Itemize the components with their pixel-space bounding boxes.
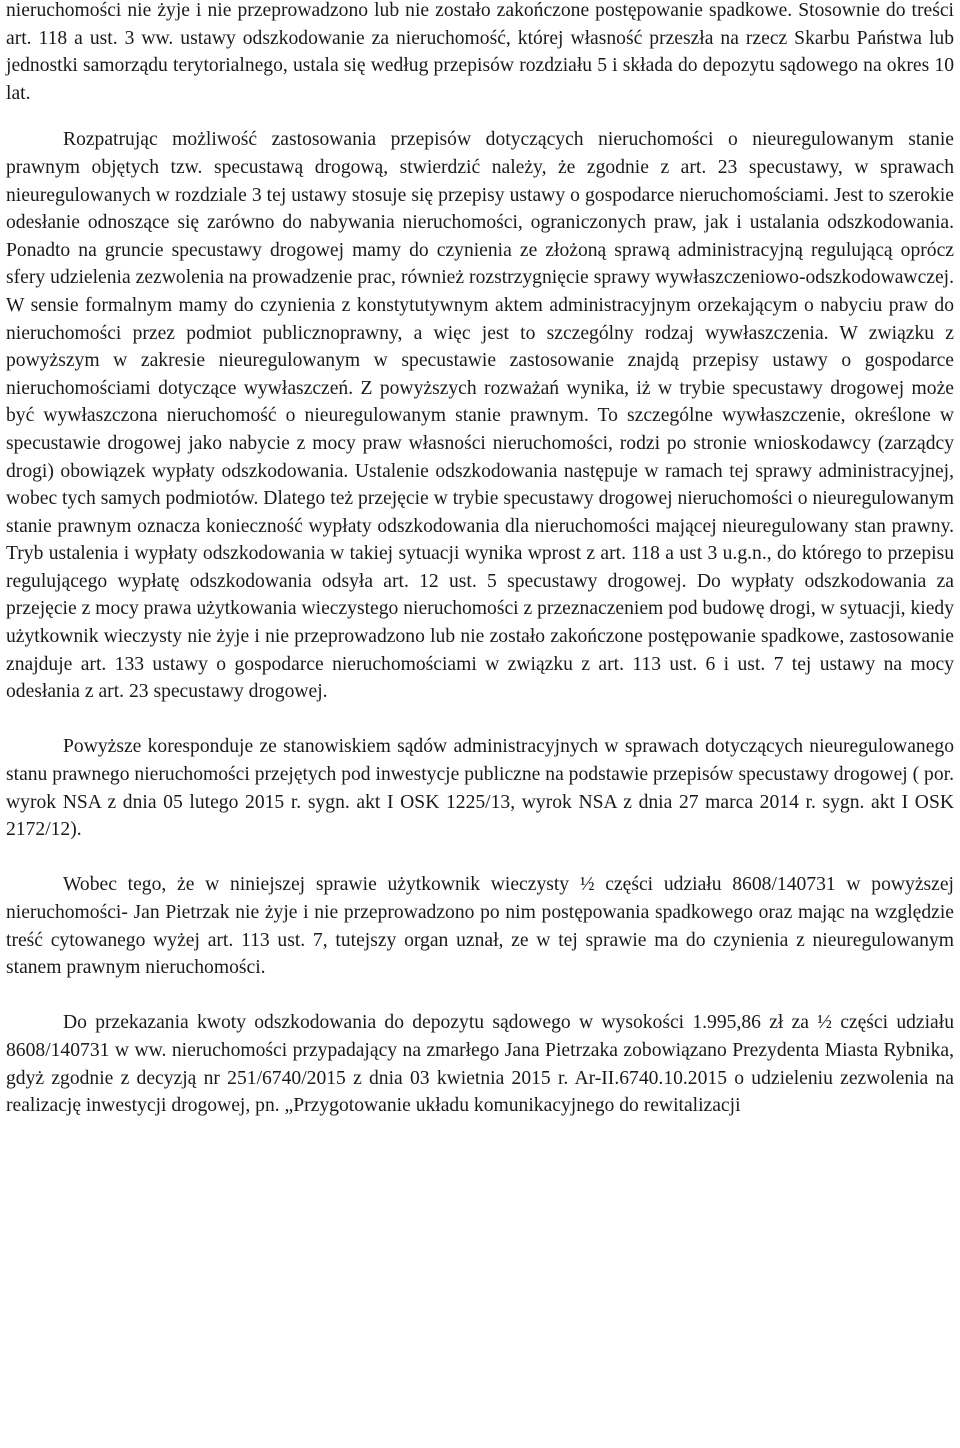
paragraph-conclusion: Wobec tego, że w niniejszej sprawie użytkownik wieczysty ½ części udziału 8608/140731 w powyższej nieruchomości- Jan Pietrzak nie żyje i nie przeprowadzono po nim postępowania spadkowego oraz mając na względzie treść cytowanego wyżej art. 113 ust. 7, tutejszy organ uznał, ze w tej sprawie ma do czynienia z nieuregulowanym stanem prawnym nieruchomości. xyxy=(6,874,954,979)
paragraph-specustawa-analysis: Rozpatrując możliwość zastosowania przepisów dotyczących nieruchomości o nieuregulowanym stanie prawnym objętych tzw. specustawą drogową, stwierdzić należy, że zgodnie z art. 23 specustawy, w sprawach nieuregulowanych w rozdziale 3 tej ustawy stosuje się przepisy ustawy o gospodarce nieruchomościami. Jest to szerokie odesłanie odnoszące się zarówno do nabywania nieruchomości, ograniczonych praw, jak i ustalania odszkodowania. Ponadto na gruncie specustawy drogowej mamy do czynienia ze złożoną sprawą administracyjną regulującą oprócz sfery udzielenia zezwolenia na prowadzenie prac, również rozstrzygnięcie sprawy wywłaszczeniowo-odszkodowawczej. W sensie formalnym mamy do czynienia z konstytutywnym aktem administracyjnym orzekającym o nabyciu praw do nieruchomości przez podmiot publicznoprawny, a więc jest to szczególny rodzaj wywłaszczenia. W związku z powyższym w zakresie nieuregulowanym w specustawie zastosowanie znajdą przepisy ustawy o gospodarce nieruchomościami dotyczące wywłaszczeń. Z powyższych rozważań wynika, iż w trybie specustawy drogowej może być wywłaszczona nieruchomość o nieuregulowanym stanie prawnym. To szczególne wywłaszczenie, określone w specustawie drogowej jako nabycie z mocy praw własności nieruchomości, rodzi po stronie wnioskodawcy (zarządcy drogi) obowiązek wypłaty odszkodowania. Ustalenie odszkodowania następuje w ramach tej sprawy administracyjnej, wobec tych samych podmiotów. Dlatego też przejęcie w trybie specustawy drogowej nieruchomości o nieuregulowanym stanie prawnym oznacza konieczność wypłaty odszkodowania dla nieruchomości mającej nieuregulowany stan prawny. Tryb ustalenia i wypłaty odszkodowania w takiej sytuacji wynika wprost z art. 118 a ust 3 u.g.n., do którego to przepisu regulującego wypłatę odszkodowania odsyła art. 12 ust. 5 specustawy drogowej. Do wypłaty odszkodowania za przejęcie z mocy prawa użytkowania wieczystego nieruchomości z przeznaczeniem pod budowę drogi, w sytuacji, kiedy użytkownik wieczysty nie żyje i nie przeprowadzono lub nie zostało zakończone postępowanie spadkowe, zastosowanie znajduje art. 133 ustawy o gospodarce nieruchomościami w związku z art. 113 ust. 6 i ust. 7 tej ustawy na mocy odesłania z art. 23 specustawy drogowej. xyxy=(6,129,954,703)
paragraph-deposit-rule: nieruchomości nie żyje i nie przeprowadzono lub nie zostało zakończone postępowanie spadkowe. Stosownie do treści art. 118 a ust. 3 ww. ustawy odszkodowanie za nieruchomość, której własność przeszła na rzecz Skarbu Państwa lub jednostki samorządu terytorialnego, ustala się według przepisów rozdziału 5 i składa do depozytu sądowego na okres 10 lat. xyxy=(6,0,954,104)
paragraph-deposit-obligation: Do przekazania kwoty odszkodowania do depozytu sądowego w wysokości 1.995,86 zł za ½ części udziału 8608/140731 w ww. nieruchomości przypadający na zmarłego Jana Pietrzaka zobowiązano Prezydenta Miasta Rybnika, gdyż zgodnie z decyzją nr 251/6740/2015 z dnia 03 kwietnia 2015 r. Ar-II.6740.10.2015 o udzieleniu zezwolenia na realizację inwestycji drogowej, pn. „Przygotowanie układu komunikacyjnego do rewitalizacji xyxy=(6,1012,954,1117)
paragraph-gap xyxy=(6,706,954,734)
document-page xyxy=(6,0,954,1120)
paragraph-gap xyxy=(6,844,954,872)
paragraph-gap xyxy=(6,982,954,1010)
paragraph-case-law: Powyższe koresponduje ze stanowiskiem sądów administracyjnych w sprawach dotyczących nieuregulowanego stanu prawnego nieruchomości przejętych pod inwestycje publiczne na podstawie przepisów specustawy drogowej ( por. wyrok NSA z dnia 05 lutego 2015 r. sygn. akt I OSK 1225/13, wyrok NSA z dnia 27 marca 2014 r. sygn. akt I OSK 2172/12). xyxy=(6,736,954,841)
